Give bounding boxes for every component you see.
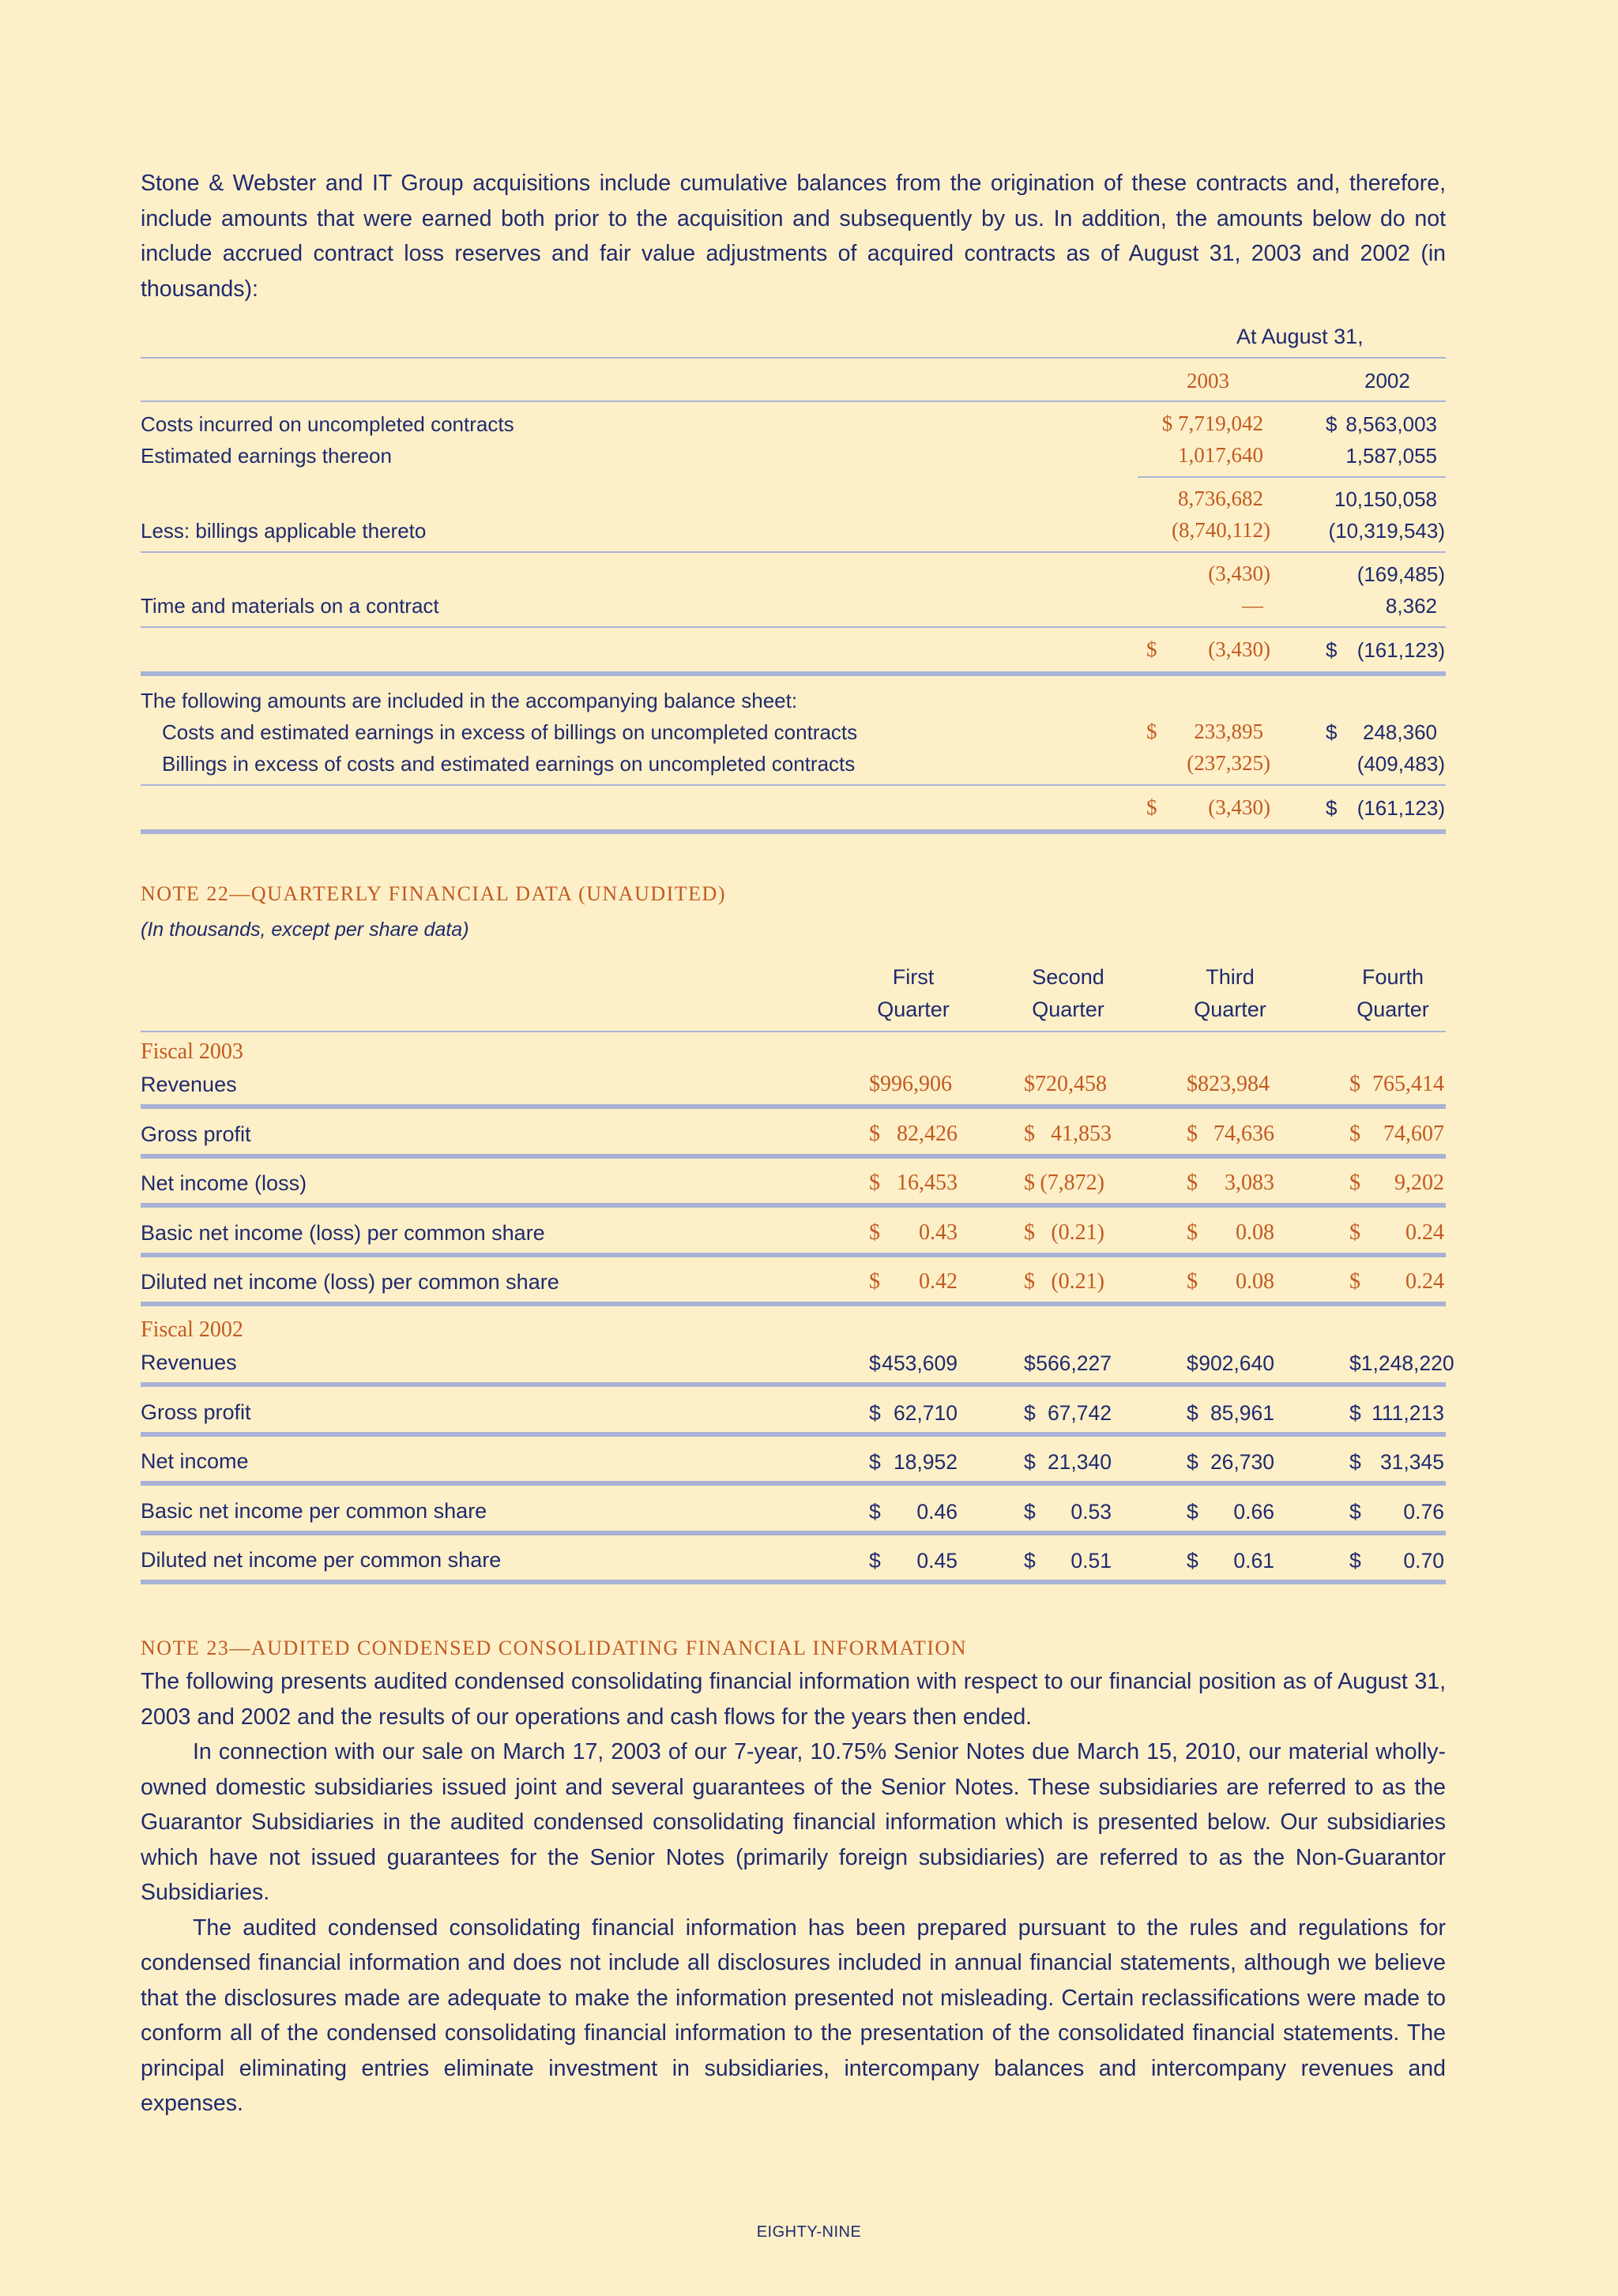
dollar-sign: $ (1024, 1450, 1036, 1474)
dollar-sign: $ (1326, 412, 1338, 436)
row-rule (141, 1302, 1446, 1306)
quarter-header: Quarter (1356, 998, 1429, 1021)
table-cell-value: 0.53 (1071, 1499, 1112, 1524)
note-22-heading: NOTE 22—QUARTERLY FINANCIAL DATA (UNAUDITED) (141, 882, 726, 905)
dollar-sign: $ (1349, 1171, 1360, 1195)
table-cell-value: $823,984 (1187, 1072, 1270, 1096)
dollar-sign: $ (869, 1450, 881, 1474)
dollar-sign: $ (1349, 1499, 1361, 1524)
table-cell-value: 0.66 (1233, 1499, 1274, 1524)
row-label: Costs incurred on uncompleted contracts (141, 412, 514, 436)
value-2002: (169,485) (1356, 562, 1445, 586)
dollar-sign: $ (1326, 796, 1338, 820)
value-2003: $ 7,719,042 (1161, 411, 1263, 435)
table-cell-value: 21,340 (1047, 1450, 1112, 1474)
value-2003: (3,430) (1208, 795, 1270, 819)
dollar-sign: $ (869, 1269, 880, 1294)
quarter-header: Third (1206, 965, 1255, 989)
dollar-sign: $ (1326, 638, 1338, 662)
note-23-paragraph: The audited condensed consolidating financial information has been prepared pursuant to the rules and regulations for condensed financial information and does not include all disclosures included in annual financial statements, although we believe that the disclosures made are adequate to make the information presented not misleading. Certain reclassifications were made to conform all of the condensed consolidating financial information to the presentation of the consolidated financial statements. The principal eliminating entries eliminate investment in subsidiaries, intercompany balances and intercompany revenues and expenses. (141, 1915, 1446, 2116)
value-2002: 8,563,003 (1345, 412, 1437, 436)
column-2002: 2002 (1364, 369, 1410, 393)
dollar-sign: $ (1024, 1171, 1035, 1195)
row-label: Basic net income (loss) per common share (141, 1220, 545, 1245)
value-2002: 1,587,055 (1345, 444, 1437, 468)
row-rule (141, 1382, 1446, 1387)
dollar-sign: $ (1024, 1400, 1036, 1425)
row-rule (141, 1253, 1446, 1257)
table-cell-value: $720,458 (1024, 1072, 1107, 1096)
dollar-sign: $ (1187, 1400, 1198, 1425)
quarter-header: Fourth (1361, 965, 1424, 989)
row-label: Gross profit (141, 1122, 251, 1146)
note-23-body (141, 1664, 1446, 2121)
row-label: Costs and estimated earnings in excess of billings on uncompleted contracts (162, 720, 858, 744)
header-rule (141, 1031, 1446, 1032)
dollar-sign: $ (1187, 1499, 1198, 1524)
value-2002: 8,362 (1385, 594, 1437, 618)
dollar-sign: $ (1024, 1499, 1036, 1524)
value-2002: 248,360 (1363, 720, 1437, 744)
row-rule (141, 1154, 1446, 1159)
row-rule (141, 1481, 1446, 1486)
dollar-sign: $ (869, 1499, 881, 1524)
value-2002: (161,123) (1356, 638, 1445, 662)
dollar-sign: $ (1024, 1219, 1035, 1245)
table-cell-value: 0.24 (1405, 1219, 1444, 1245)
table-cell-value: 566,227 (1036, 1351, 1112, 1375)
dollar-sign: $ (1187, 1269, 1198, 1294)
table-cell-value: 82,426 (897, 1121, 958, 1146)
table-header-date: At August 31, (1236, 325, 1364, 348)
table-cell-value: $996,906 (869, 1072, 952, 1096)
table-cell-value: 74,636 (1214, 1121, 1274, 1146)
fiscal-year-title: Fiscal 2003 (141, 1039, 243, 1064)
dollar-sign: $ (1349, 1219, 1360, 1245)
table-cell-value: 0.24 (1405, 1269, 1444, 1294)
row-label: Billings in excess of costs and estimated earnings on uncompleted contracts (162, 752, 856, 776)
value-2002: (10,319,543) (1328, 519, 1445, 543)
value-2003: 1,017,640 (1178, 443, 1263, 467)
row-label: Net income (loss) (141, 1171, 307, 1195)
table-cell-value: 85,961 (1210, 1400, 1274, 1425)
value-2003: — (1242, 593, 1263, 617)
row-label: Diluted net income (loss) per common share (141, 1270, 559, 1294)
row-rule (141, 1531, 1446, 1535)
row-rule (141, 1203, 1446, 1208)
table-cell-value: 0.42 (919, 1269, 958, 1294)
value-2003: 233,895 (1194, 720, 1263, 743)
row-rule (141, 1432, 1446, 1437)
dollar-sign: $ (1146, 720, 1157, 743)
row-label: Diluted net income per common share (141, 1548, 502, 1572)
table-cell-value: 0.43 (919, 1219, 958, 1245)
value-2003: (8,740,112) (1172, 518, 1270, 542)
table-cell-value: 0.51 (1071, 1549, 1112, 1573)
row-label: Revenues (141, 1073, 237, 1096)
table-cell-value: (7,872) (1040, 1171, 1104, 1195)
table-cell-value: 453,609 (882, 1351, 958, 1375)
table-cell-value: 26,730 (1210, 1450, 1274, 1474)
row-label: Time and materials on a contract (141, 594, 439, 618)
row-label: Gross profit (141, 1400, 251, 1424)
quarter-header: First (892, 965, 935, 989)
table-cell-value: 41,853 (1051, 1121, 1112, 1146)
dollar-sign: $ (1187, 1121, 1198, 1146)
row-rule (141, 1104, 1446, 1109)
table-cell-value: 9,202 (1394, 1171, 1444, 1195)
dollar-sign: $ (1146, 795, 1157, 819)
dollar-sign: $ (1187, 1219, 1198, 1245)
dollar-sign: $ (1187, 1351, 1198, 1375)
note-23-heading: NOTE 23—AUDITED CONDENSED CONSOLIDATING FINANCIAL INFORMATION (141, 1637, 967, 1659)
value-2002: (161,123) (1356, 796, 1445, 820)
table-cell-value: (0.21) (1051, 1219, 1104, 1245)
row-label: Less: billings applicable thereto (141, 519, 427, 543)
table-cell-value: 3,083 (1225, 1171, 1274, 1195)
quarter-header: Quarter (1194, 998, 1266, 1021)
page-number: EIGHTY-NINE (756, 2223, 862, 2241)
dollar-sign: $ (1349, 1121, 1360, 1146)
value-2002: 10,150,058 (1334, 487, 1437, 511)
dollar-sign: $ (869, 1549, 881, 1573)
note-22-subtitle: (In thousands, except per share data) (141, 919, 469, 941)
dollar-sign: $ (1187, 1171, 1198, 1195)
dollar-sign: $ (1187, 1549, 1198, 1573)
dollar-sign: $ (869, 1171, 880, 1195)
table-cell-value: 0.45 (916, 1549, 958, 1573)
dollar-sign: $ (1349, 1450, 1361, 1474)
table-cell-value: 0.61 (1233, 1549, 1274, 1573)
intro-paragraph: Stone & Webster and IT Group acquisitions include cumulative balances from the origination of these contracts and, therefore, include amounts that were earned both prior to the acquisition and subsequently by us. In addition, the amounts below do not include accrued contract loss reserves and fair value adjustments of acquired contracts as of August 31, 2003 and 2002 (in thousands): (141, 171, 1446, 302)
row-label: Net income (141, 1449, 249, 1473)
table-cell-value: 31,345 (1379, 1450, 1444, 1474)
table-cell-value: 111,213 (1372, 1400, 1444, 1425)
table-cell-value: 0.08 (1236, 1269, 1274, 1294)
table-cell-value: 0.70 (1403, 1549, 1444, 1573)
quarter-header: Quarter (1032, 998, 1104, 1021)
dollar-sign: $ (1349, 1269, 1360, 1294)
dollar-sign: $ (1024, 1269, 1035, 1294)
dollar-sign: $ (1326, 720, 1338, 744)
table-cell-value: 74,607 (1383, 1121, 1444, 1146)
table-cell-value: 765,414 (1372, 1072, 1444, 1096)
table-cell-value: 67,742 (1047, 1400, 1112, 1425)
dollar-sign: $ (1024, 1121, 1035, 1146)
value-2002: (409,483) (1356, 752, 1445, 776)
note-23-paragraph: In connection with our sale on March 17, 2003 of our 7-year, 10.75% Senior Notes due March 15, 2010, our material wholly-owned domestic subsidiaries issued joint and several guarantees of the Senior Notes. These subsidiaries are referred to as the Guarantor Subsidiaries in the audited condensed consolidating financial information which is presented below. Our subsidiaries which have not issued guarantees for the Senior Notes (primarily foreign subsidiaries) are referred to as the Non-Guarantor Subsidiaries. (141, 1739, 1446, 1905)
dollar-sign: $ (869, 1219, 880, 1245)
quarter-header: Second (1032, 965, 1104, 989)
quarter-header: Quarter (877, 998, 950, 1021)
dollar-sign: $ (1349, 1400, 1361, 1425)
table-cell-value: 902,640 (1198, 1351, 1274, 1375)
note-23-paragraph: The following presents audited condensed consolidating financial information with respect to our financial position as of August 31, 2003 and 2002 and the results of our operations and cash flows for the years then ended. (141, 1669, 1446, 1730)
table-cell-value: 0.76 (1403, 1499, 1444, 1524)
table-cell-value: (0.21) (1051, 1269, 1104, 1294)
dollar-sign: $ (1187, 1450, 1198, 1474)
row-label: Basic net income per common share (141, 1498, 487, 1523)
dollar-sign: $ (869, 1400, 881, 1425)
dollar-sign: $ (1024, 1351, 1036, 1375)
table-cell-value: $1,248,220 (1349, 1351, 1454, 1375)
balance-intro: The following amounts are included in the accompanying balance sheet: (141, 689, 798, 712)
value-2003: (3,430) (1208, 562, 1270, 585)
table-cell-value: 16,453 (897, 1171, 958, 1195)
table-cell-value: 0.08 (1236, 1219, 1274, 1245)
dollar-sign: $ (1024, 1549, 1036, 1573)
value-2003: 8,736,682 (1178, 487, 1263, 510)
table-cell-value: 18,952 (893, 1450, 958, 1474)
dollar-sign: $ (869, 1351, 881, 1375)
table-cell-value: 0.46 (916, 1499, 958, 1524)
dollar-sign: $ (1349, 1549, 1361, 1573)
row-label: Revenues (141, 1351, 237, 1374)
dollar-sign: $ (1349, 1072, 1360, 1096)
fiscal-year-title: Fiscal 2002 (141, 1317, 243, 1342)
dollar-sign: $ (1146, 637, 1157, 661)
value-2003: (237,325) (1187, 751, 1270, 775)
row-label: Estimated earnings thereon (141, 444, 392, 468)
value-2003: (3,430) (1208, 637, 1270, 661)
row-rule (141, 1580, 1446, 1584)
dollar-sign: $ (869, 1121, 880, 1146)
column-2003: 2003 (1187, 369, 1229, 393)
table-cell-value: 62,710 (893, 1400, 958, 1425)
